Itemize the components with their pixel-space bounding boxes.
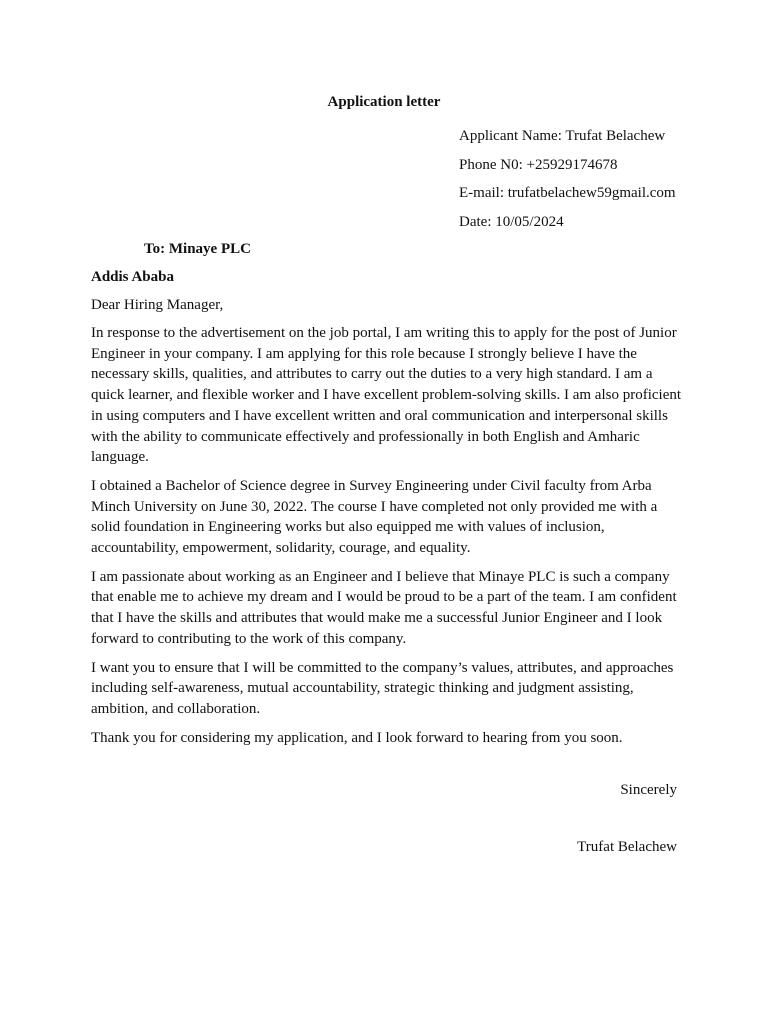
body-paragraph: Thank you for considering my application, and I look forward to hearing from you soon. [91,729,623,746]
closing: Sincerely [620,782,677,798]
applicant-phone: Phone N0: +25929174678 [459,156,618,173]
salutation: Dear Hiring Manager, [91,297,224,313]
body-paragraph: I obtained a Bachelor of Science degree in Survey Engineering under Civil faculty from Arba Minch University on June 30, 2022. The course I have completed not only provided me with a solid foundation in Engineering works but also equipped me with values of inclusion, accountability, empowerment, solidarity, courage, and equality. [91,477,658,557]
body-paragraph: I want you to ensure that I will be committed to the company’s values, attributes, and approaches including self-awareness, mutual accountability, strategic thinking and judgment assisting, ambition, and collaboration. [91,659,674,717]
body-paragraph: In response to the advertisement on the job portal, I am writing this to apply for the post of Junior Engineer in your company. I am applying for this role because I strongly believe I have the necessary skills, qualities, and attributes to carry out the duties to a very high standard. I am a quick learner, and flexible worker and I have excellent problem-solving skills. I am also proficient in using computers and I have excellent written and oral communication and interpersonal skills with the ability to communicate effectively and professionally in both English and Amharic language. [91,325,682,466]
signature-name: Trufat Belachew [577,839,677,855]
applicant-email: E-mail: trufatbelachew59gmail.com [459,185,676,201]
letter-body [91,323,687,756]
letter-date: Date: 10/05/2024 [459,213,564,230]
recipient-city: Addis Ababa [91,269,174,285]
body-paragraph: I am passionate about working as an Engineer and I believe that Minaye PLC is such a company that enable me to achieve my dream and I would be proud to be a part of the team. I am confident that I have the skills and attributes that would make me a successful Junior Engineer and I look forward to contributing to the work of this company. [91,568,677,647]
page-title: Application letter [327,94,441,110]
recipient-company: To: Minaye PLC [144,241,251,257]
applicant-name: Applicant Name: Trufat Belachew [459,128,666,144]
applicant-info [459,126,676,240]
